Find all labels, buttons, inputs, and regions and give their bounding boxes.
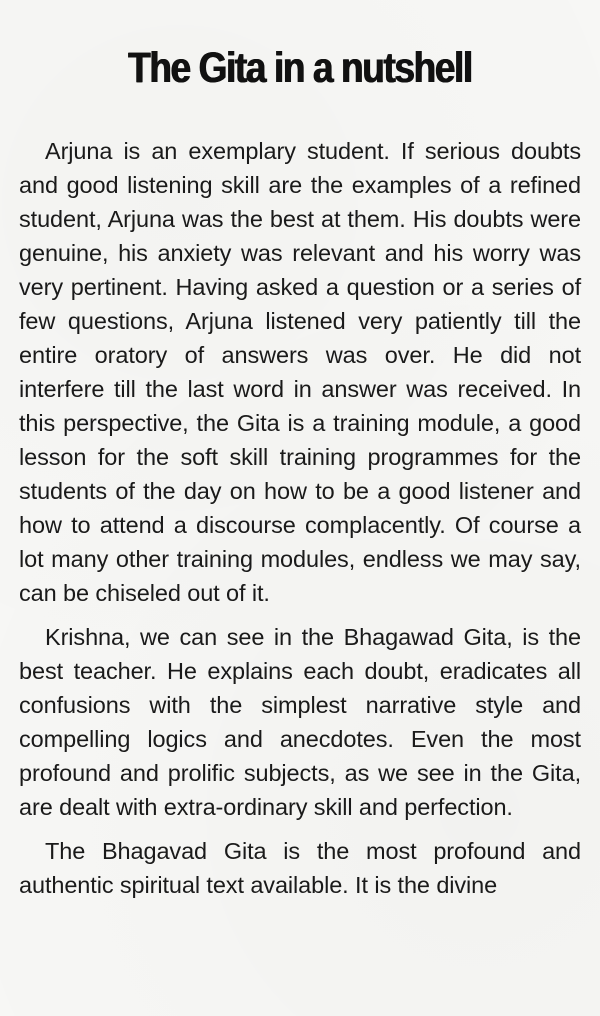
page-title: The Gita in a nutshell (128, 44, 472, 92)
paragraph-krishna: Krishna, we can see in the Bhagawad Gita, is the best teacher. He explains each doubt, eradicates all confusions with the simplest narrative style and compelling logics and anecdotes. Even the most profound and prolific subjects, as we see in the Gita, are dealt with extra-ordinary skill and perfection. (19, 624, 581, 820)
paragraph-bhagavad-gita: The Bhagavad Gita is the most profound and authentic spiritual text available. It is the divine (19, 838, 581, 898)
paragraph-arjuna: Arjuna is an exemplary student. If serious doubts and good listening skill are the examples of a refined student, Arjuna was the best at them. His doubts were genuine, his anxiety was relevant and his worry was very pertinent. Having asked a question or a series of few questions, Arjuna listened very patiently till the entire oratory of answers was over. He did not interfere till the last word in answer was received. In this perspective, the Gita is a training module, a good lesson for the soft skill training programmes for the students of the day on how to be a good listener and how to attend a discourse complacently. Of course a lot many other training modules, endless we may say, can be chiseled out of it. (19, 138, 581, 606)
body-text (19, 134, 581, 902)
